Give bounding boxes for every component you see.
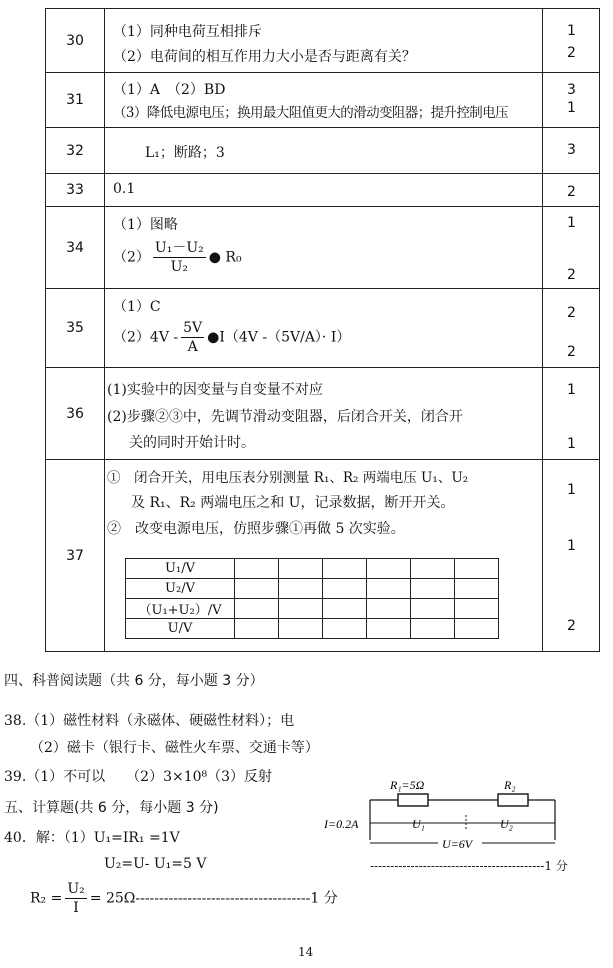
question-number: 33 [46,174,105,207]
fraction-denominator: U₂ [170,259,189,275]
formula-prefix: （2）4V - [113,329,179,346]
answer-line: （2）电荷间的相互作用力大小是否与距离有关？ [113,49,416,65]
score-cell [543,289,600,368]
u1-label: U₁ [412,817,425,831]
table-row [126,619,499,639]
section-heading: 五、计算题(共 6 分，每小题 3 分) [4,800,219,816]
answer-line: （1）C [113,299,161,315]
score: 2 [567,45,576,61]
answer-38-1: 38.（1）磁性材料（永磁体、硬磁性材料）；电 [4,713,295,729]
row-label: U/V [126,619,235,639]
r1-label: R₁=5Ω [390,778,425,792]
score-cell [543,174,600,207]
data-record-table [125,558,499,639]
section-heading: 四、科普阅读题（共 6 分，每小题 3 分） [4,673,264,689]
answer-cell [105,73,543,128]
answer-39: 39.（1）不可以 （2）3×10⁸（3）反射 [4,769,273,785]
question-number: 32 [46,128,105,174]
answer-line: ① 闭合开关，用电压表分别测量 R₁、R₂ 两端电压 U₁、U₂ [107,470,469,486]
answer-line: (1)实验中的因变量与自变量不对应 [107,382,323,398]
r2-label: R₂ [504,778,516,792]
fraction-denominator: I [73,900,79,916]
formula-tail: ●I（4V -（5V/A）· I） [207,329,351,346]
score: 1 [567,538,576,554]
question-number: 37 [46,460,105,652]
answer-cell [105,207,543,289]
page-number: 14 [298,945,314,959]
answer-line: 及 R₁、R₂ 两端电压之和 U，记录数据，断开开关。 [131,495,455,511]
answer-line: 关的同时开始计时。 [129,435,255,451]
row-label: U₁/V [126,559,235,579]
resistor-r1-icon [398,794,428,806]
current-label: I=0.2A [324,817,359,831]
answer-cell [105,460,543,652]
answer-cell [105,174,543,207]
r2-lhs: R₂ = [30,890,63,907]
u-label: U=6V [442,837,473,851]
circuit-diagram [320,775,580,855]
formula-tail: ● R₀ [208,249,242,266]
resistor-r2-icon [498,794,528,806]
answer-line: （1）图略 [113,217,178,233]
fraction-numerator: U₁－U₂ [154,240,204,256]
score-cell [543,207,600,289]
table-row [126,599,499,619]
u2-label: U₂ [500,817,513,831]
fraction-numerator: 5V [183,320,203,336]
answer-formula-line [113,239,242,276]
fraction-denominator: A [187,339,198,355]
r2-tail: = 25Ω-------------------------------------1 分 [89,890,338,907]
question-number: 36 [46,368,105,460]
answer-40-1: 40．解：（1）U₁=IR₁ =1V [4,830,180,846]
answer-line: (2)步骤②③中，先调节滑动变阻器，后闭合开关，闭合开 [107,409,463,425]
question-number: 34 [46,207,105,289]
fraction [65,880,86,917]
answer-formula-line [113,319,350,356]
answer-table [45,8,600,652]
answer-38-2: （2）磁卡（银行卡、磁性火车票、交通卡等） [30,740,319,756]
score: 2 [567,618,576,634]
answer-line: L₁；断路；3 [145,145,225,161]
question-number: 30 [46,9,105,73]
score: 1 [567,215,576,231]
answer-cell [105,128,543,174]
row-label: U₂/V [126,579,235,599]
answer-40-2: U₂=U- U₁=5 V [104,856,207,872]
score: 3 [567,142,576,158]
answer-line: （1）同种电荷互相排斥 [113,24,262,40]
fraction-numerator: U₂ [67,881,85,897]
answer-cell [105,368,543,460]
fraction [181,319,204,356]
circuit-score: -------------------------------------------1 分 [370,859,568,873]
answer-line: （1）A （2）BD [113,82,226,98]
score: 1 [567,436,576,452]
score: 1 [567,100,576,116]
question-number: 35 [46,289,105,368]
score-cell [543,9,600,73]
answer-line: （3）降低电源电压；换用最大阻值更大的滑动变阻器；提升控制电压 [113,105,508,121]
question-number: 31 [46,73,105,128]
formula-prefix: （2） [113,249,150,266]
score: 2 [567,184,576,200]
table-row [126,559,499,579]
answer-cell [105,9,543,73]
score: 2 [567,267,576,283]
answer-40-r2 [30,880,338,917]
fraction [153,239,206,276]
table-row [126,579,499,599]
score: 2 [567,305,576,321]
score-cell [543,368,600,460]
row-label: （U₁+U₂）/V [126,599,235,619]
score-cell [543,128,600,174]
answer-cell [105,289,543,368]
answer-line: 0.1 [113,181,136,197]
score: 2 [567,344,576,360]
score: 1 [567,482,576,498]
score: 3 [567,82,576,98]
answer-line: ② 改变电源电压，仿照步骤①再做 5 次实验。 [107,521,405,537]
score: 1 [567,382,576,398]
score: 1 [567,23,576,39]
score-cell [543,73,600,128]
score-cell [543,460,600,652]
